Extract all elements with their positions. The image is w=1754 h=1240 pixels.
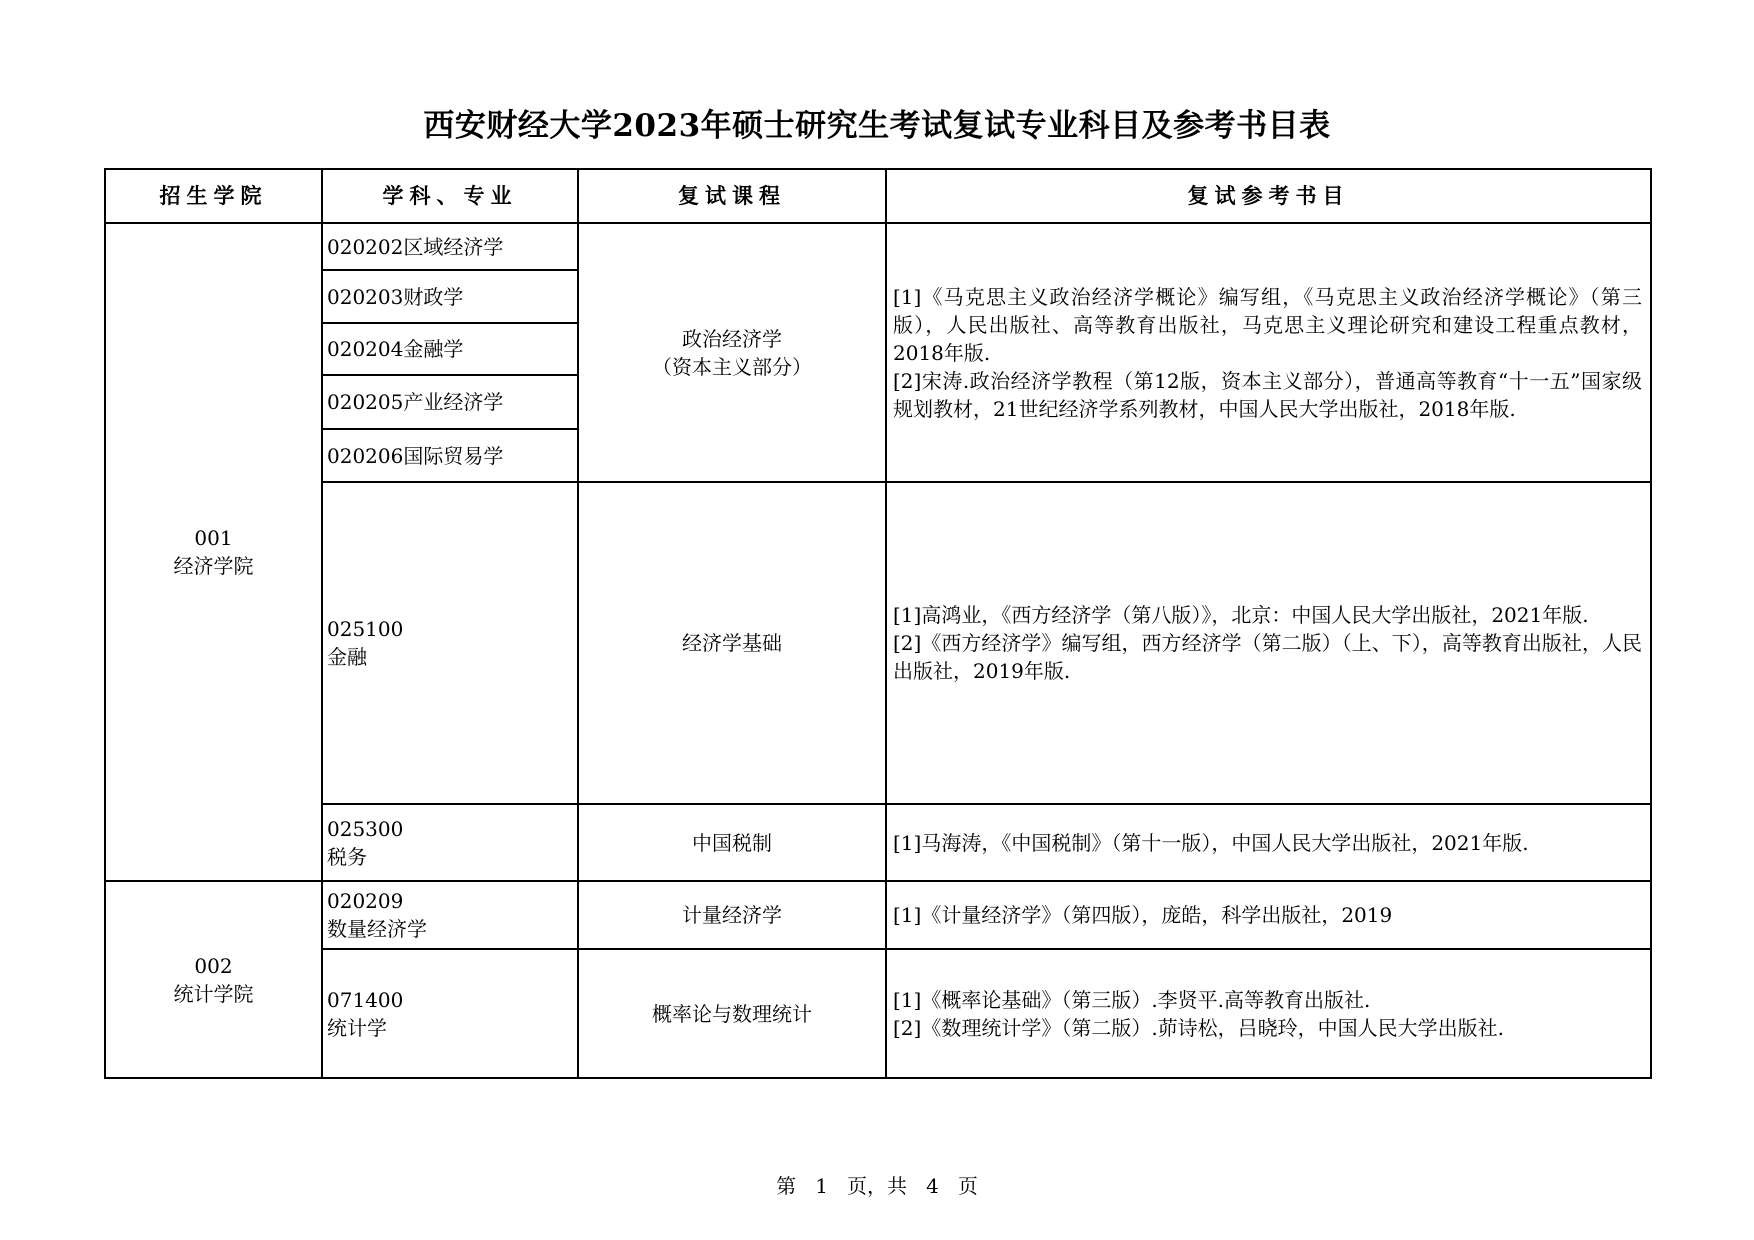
course-cell-probability: 概率论与数理统计: [578, 949, 886, 1078]
major-name: 统计学: [327, 1015, 387, 1040]
course-subtitle: （资本主义部分）: [652, 354, 812, 379]
course-cell-china-tax: 中国税制: [578, 804, 886, 881]
book-ref: [1]《计量经济学》（第四版），庞皓，科学出版社，2019: [893, 903, 1393, 927]
books-cell-china-tax: [886, 804, 1651, 881]
page-prefix: 第: [776, 1174, 797, 1198]
header-course: 复试课程: [578, 169, 886, 223]
major-name: 税务: [327, 844, 367, 869]
college-name: 经济学院: [173, 554, 254, 578]
table-row: [105, 881, 1651, 949]
course-cell-econometrics: 计量经济学: [578, 881, 886, 949]
major-code: 020209: [327, 889, 404, 913]
subjects-table: [104, 168, 1652, 1079]
major-cell: [322, 949, 578, 1078]
major-cell: 020202区域经济学: [322, 223, 578, 270]
table-header-row: [105, 169, 1651, 223]
books-cell-econometrics: [886, 881, 1651, 949]
header-college: 招生学院: [105, 169, 322, 223]
page-title: 西安财经大学2023年硕士研究生考试复试专业科目及参考书目表: [423, 108, 1331, 144]
book-ref: [2]宋涛.政治经济学教程（第12版，资本主义部分），普通高等教育“十一五”国家级规划教材，21世纪经济学系列教材，中国人民大学出版社，2018年版.: [893, 368, 1642, 421]
major-code: 025300: [327, 816, 404, 841]
college-cell-001: [105, 223, 322, 881]
major-code: 071400: [327, 987, 404, 1012]
books-cell-political-economy: [886, 223, 1651, 482]
page-current: 1: [815, 1174, 828, 1198]
table-row: [105, 949, 1651, 1078]
book-ref: [1]马海涛，《中国税制》（第十一版），中国人民大学出版社，2021年版.: [893, 830, 1529, 855]
header-major: 学科、专业: [322, 169, 578, 223]
page-footer: [0, 1170, 1754, 1199]
course-cell-political-economy: [578, 223, 886, 482]
book-ref: [1]《马克思主义政治经济学概论》编写组，《马克思主义政治经济学概论》（第三版），人民出版社、高等教育出版社，马克思主义理论研究和建设工程重点教材，2018年版.: [893, 284, 1642, 365]
major-cell: 020204金融学: [322, 323, 578, 375]
page-mid: 页，共: [847, 1174, 907, 1198]
header-books: 复试参考书目: [886, 169, 1651, 223]
table-row: [105, 482, 1651, 804]
major-cell: [322, 881, 578, 949]
major-cell: 020205产业经济学: [322, 375, 578, 429]
college-name: 统计学院: [173, 981, 254, 1006]
books-cell-econ-basics: [886, 482, 1651, 804]
page-suffix: 页: [957, 1174, 978, 1198]
book-ref: [1]《概率论基础》（第三版）.李贤平.高等教育出版社.: [893, 987, 1371, 1012]
book-ref: [1]高鸿业，《西方经济学（第八版）》，北京：中国人民大学出版社，2021年版.: [893, 603, 1589, 627]
major-cell: 020206国际贸易学: [322, 429, 578, 482]
table-row: [105, 804, 1651, 881]
page-total: 4: [926, 1174, 939, 1198]
major-name: 金融: [327, 645, 367, 669]
books-cell-probability: [886, 949, 1651, 1078]
college-code: 002: [194, 953, 233, 978]
book-ref: [2]《数理统计学》（第二版）.茆诗松，吕晓玲，中国人民大学出版社.: [893, 1015, 1505, 1040]
major-name: 数量经济学: [327, 917, 427, 941]
major-cell: [322, 482, 578, 804]
major-cell: [322, 804, 578, 881]
major-cell: 020203财政学: [322, 270, 578, 323]
table-row: [105, 223, 1651, 270]
book-ref: [2]《西方经济学》编写组，西方经济学（第二版）（上、下），高等教育出版社，人民出版社，2019年版.: [893, 631, 1642, 683]
college-code: 001: [194, 526, 233, 550]
course-name: 政治经济学: [682, 326, 782, 351]
major-code: 025100: [327, 617, 404, 641]
course-cell-econ-basics: 经济学基础: [578, 482, 886, 804]
college-cell-002: [105, 881, 322, 1078]
